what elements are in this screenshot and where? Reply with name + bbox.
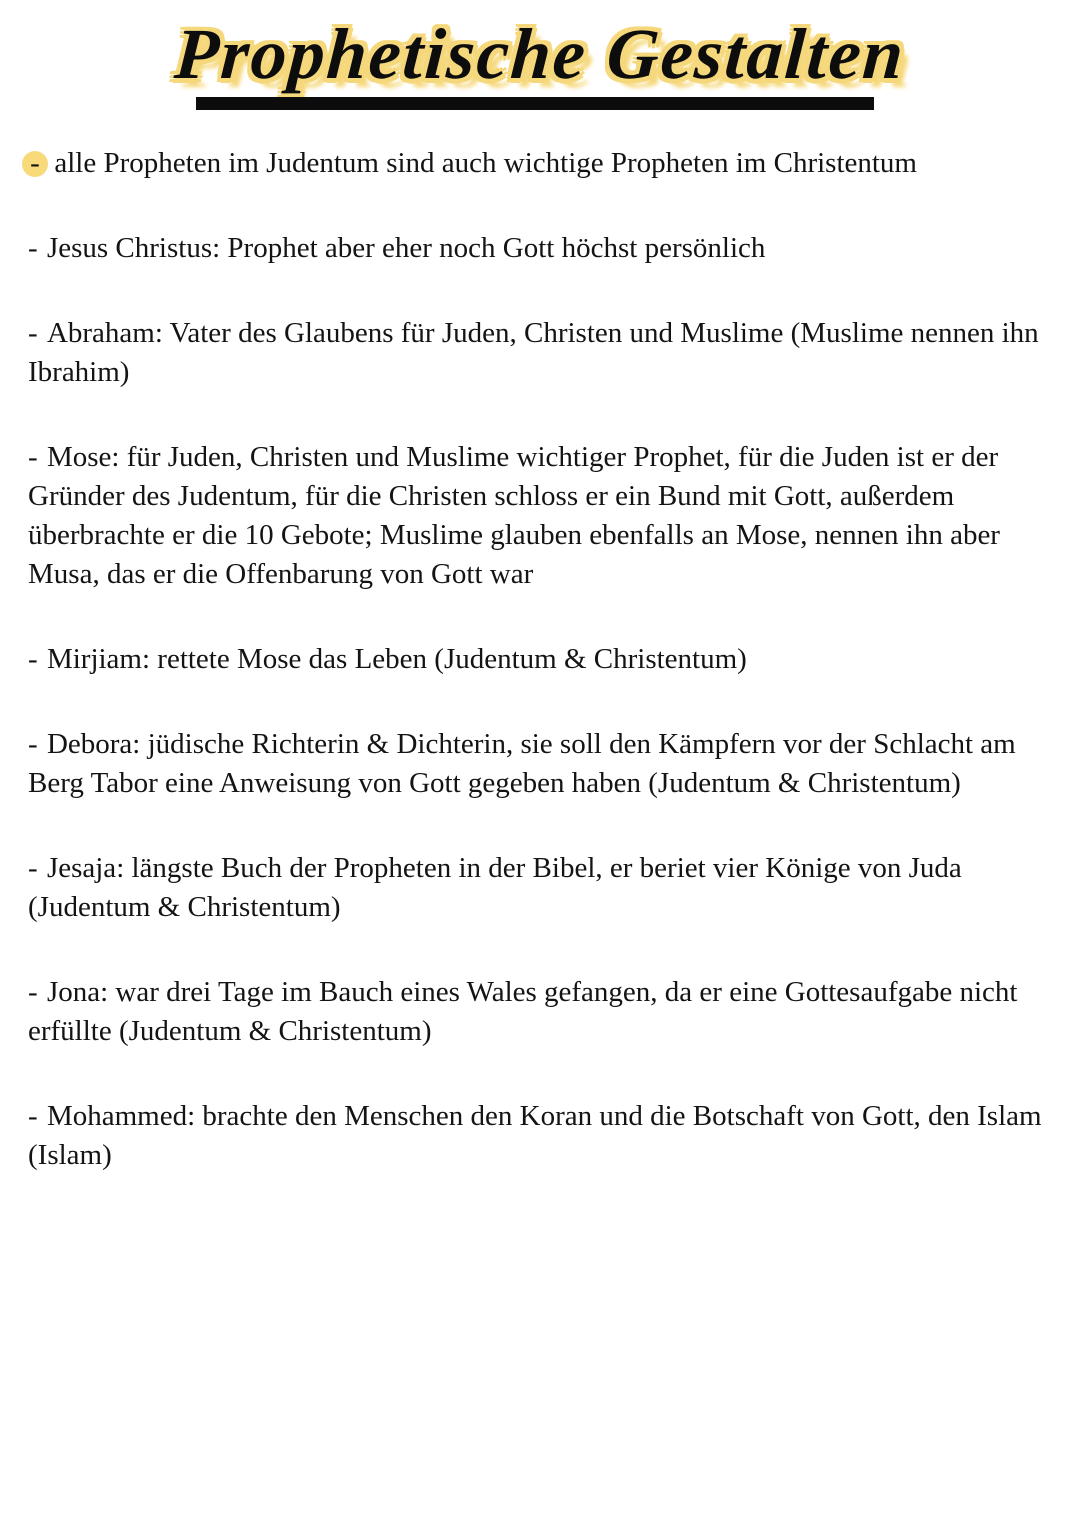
note-entry-mose [28, 438, 1058, 594]
note-entry-debora [28, 725, 1058, 803]
entry-dash: - [30, 147, 40, 180]
note-entry-jona [28, 973, 1058, 1051]
entry-name-highlight: Debora [46, 728, 133, 761]
entry-text: : längste Buch der Propheten in der Bibel, er beriet vier Könige von Juda (Judentum & Christentum) [28, 852, 962, 924]
entry-name-highlight: Jesaja [46, 852, 117, 885]
entry-name-highlight: Mohammed: [46, 1100, 196, 1133]
note-entry-jesus [28, 229, 1058, 268]
entry-text: : war drei Tage im Bauch eines Wales gefangen, da er eine Gottesaufgabe nicht erfüllte (Judentum & Christentum) [28, 976, 1018, 1048]
entry-dash: - [28, 232, 38, 265]
entry-name-highlight: Jona [46, 976, 101, 1009]
entry-text: brachte den Menschen den Koran und die Botschaft von Gott, den Islam (Islam) [28, 1100, 1042, 1172]
note-body [0, 110, 1080, 1175]
entry-text: alle Propheten im Judentum sind auch wichtige Propheten im Christentum [54, 147, 917, 180]
entry-dash: - [28, 728, 38, 761]
bullet-highlight [22, 147, 48, 180]
entry-name-highlight: Mose [46, 441, 112, 474]
title-underline [196, 97, 874, 110]
entry-text: Vater des Glaubens für Juden, Christen und Muslime (Muslime nennen ihn Ibrahim) [28, 317, 1039, 389]
entry-text: Prophet aber eher noch Gott höchst persönlich [220, 232, 766, 265]
entry-dash: - [28, 441, 38, 474]
entry-name-highlight: Mirjiam [46, 643, 142, 676]
entry-dash: - [28, 1100, 38, 1133]
entry-dash: - [28, 643, 38, 676]
note-entry-abraham [28, 314, 1058, 392]
note-entry-mirjiam [28, 640, 1058, 679]
entry-dash: - [28, 852, 38, 885]
entry-name-highlight: Abraham: [46, 317, 163, 350]
entry-text: : jüdische Richterin & Dichterin, sie soll den Kämpfern vor der Schlacht am Berg Tabor eine Anweisung von Gott gegeben haben (Judentum & Christentum) [28, 728, 1016, 800]
entry-dash: - [28, 317, 38, 350]
entry-dash: - [28, 976, 38, 1009]
note-entry-jesaja [28, 849, 1058, 927]
entry-name-highlight: Jesus Christus: [46, 232, 221, 265]
note-entry-intro [28, 144, 1058, 183]
entry-text: : rettete Mose das Leben (Judentum & Christentum) [141, 643, 747, 676]
note-entry-mohammed [28, 1097, 1058, 1175]
page-title: Prophetische Gestalten [172, 14, 908, 94]
entry-text: : für Juden, Christen und Muslime wichtiger Prophet, für die Juden ist er der Gründer des Judentum, für die Christen schloss er ein Bund mit Gott, außerdem überbrachte er die 10 Gebote; Muslime glauben ebenfalls an Mose, nennen ihn aber Musa, das er die Offenbarung von Gott war [28, 441, 1000, 591]
title-block [0, 0, 1080, 110]
